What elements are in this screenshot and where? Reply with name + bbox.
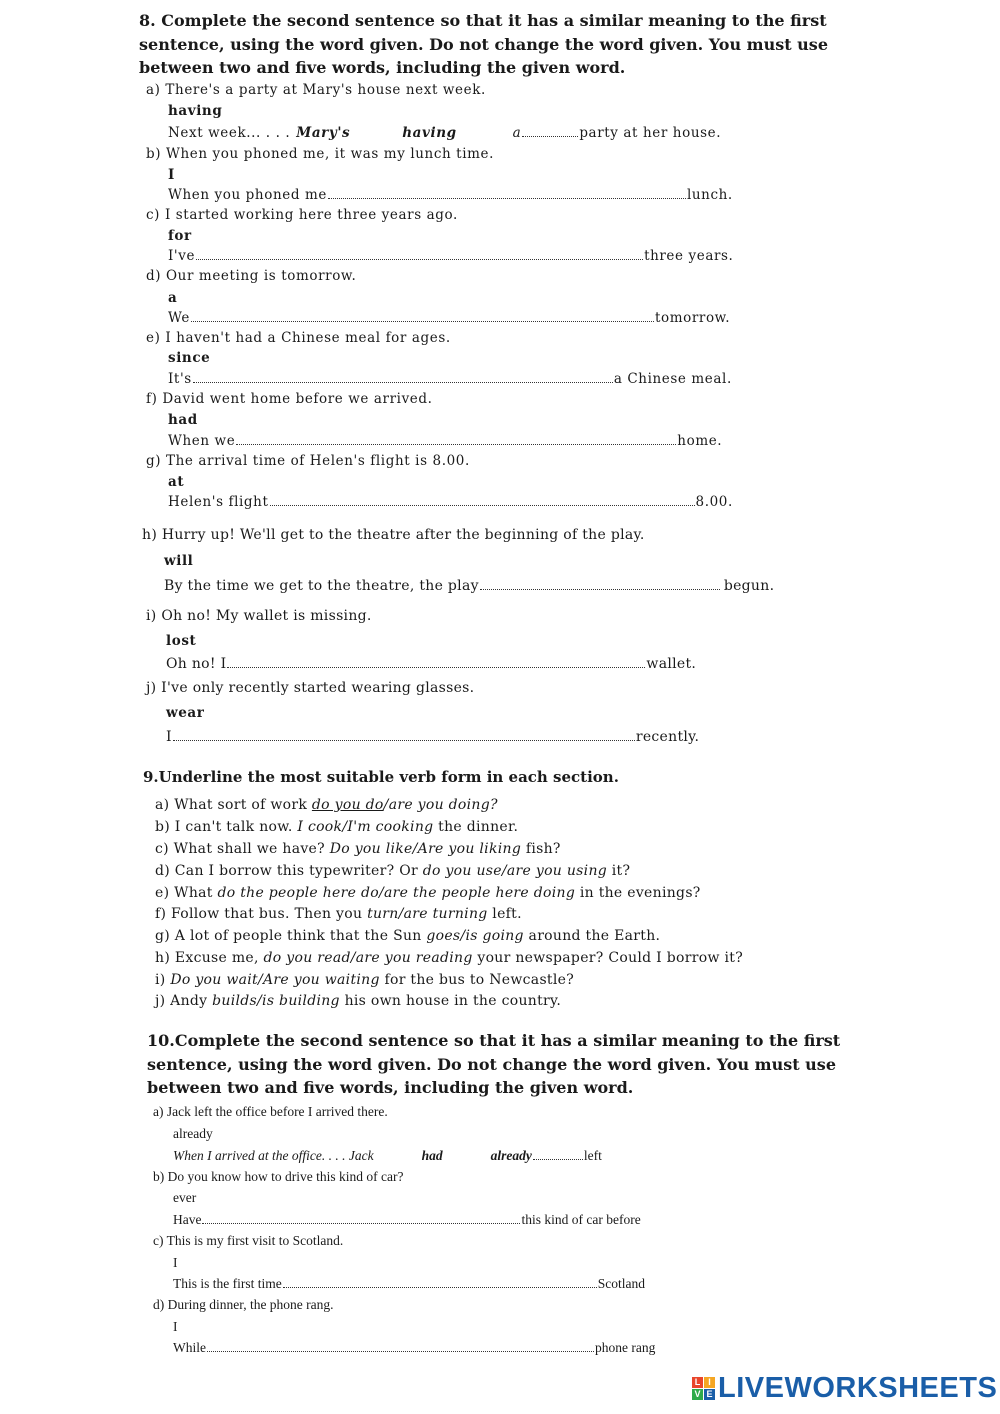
s9-d-option-2[interactable]: are you using bbox=[506, 863, 608, 879]
s10-item-c-sentence: c) This is my first visit to Scotland. bbox=[153, 1233, 344, 1248]
s10-a-filled-2: already bbox=[490, 1148, 532, 1163]
s8-item-c-keyword: for bbox=[168, 228, 192, 244]
s8-item-d-sentence: d) Our meeting is tomorrow. bbox=[146, 268, 357, 284]
s8-item-f-sentence: f) David went home before we arrived. bbox=[146, 391, 433, 407]
s8-item-e-sentence: e) I haven't had a Chinese meal for ages. bbox=[146, 330, 451, 346]
s10-item-a-answer-line: When I arrived at the office. . . . Jack had already left bbox=[173, 1148, 602, 1163]
s9-a-option-1[interactable]: do you do bbox=[311, 797, 384, 813]
s8-item-a-answer-line: Next week... . . . Mary's having a party at her house. bbox=[168, 125, 722, 141]
s8-item-i-answer-line: Oh no! I wallet. bbox=[166, 656, 697, 672]
s8-item-j-answer-line: I recently. bbox=[166, 729, 700, 745]
s8-item-d-answer-line: We tomorrow. bbox=[168, 310, 731, 326]
s9-item-f: f) Follow that bus. Then you turn/are turning left. bbox=[155, 906, 522, 922]
s8-item-b-answer-line: When you phoned me lunch. bbox=[168, 187, 733, 203]
s10-item-c-keyword: I bbox=[173, 1255, 178, 1270]
s10-item-d-sentence: d) During dinner, the phone rang. bbox=[153, 1297, 334, 1312]
s8-item-g-blank[interactable] bbox=[270, 504, 695, 506]
s8-item-b-sentence: b) When you phoned me, it was my lunch time. bbox=[146, 146, 495, 162]
s8-item-f-keyword: had bbox=[168, 412, 198, 428]
s9-i-option-1[interactable]: Do you wait bbox=[170, 972, 258, 988]
s10-item-a-keyword: already bbox=[173, 1126, 213, 1141]
s9-g-option-1[interactable]: goes bbox=[426, 928, 461, 944]
s8-item-d-blank[interactable] bbox=[191, 320, 654, 322]
s9-item-g: g) A lot of people think that the Sun goes/is going around the Earth. bbox=[155, 928, 661, 944]
s9-item-h: h) Excuse me, do you read/are you reading your newspaper? Could I borrow it? bbox=[155, 950, 744, 966]
s10-item-b-blank[interactable] bbox=[202, 1222, 520, 1224]
s9-i-option-2[interactable]: Are you waiting bbox=[263, 972, 380, 988]
s10-item-a-sentence: a) Jack left the office before I arrived there. bbox=[153, 1104, 388, 1119]
s10-item-a-blank[interactable] bbox=[533, 1158, 583, 1160]
s9-item-b: b) I can't talk now. I cook/I'm cooking the dinner. bbox=[155, 819, 519, 835]
s8-item-h-keyword: will bbox=[164, 553, 194, 569]
s8-item-j-sentence: j) I've only recently started wearing glasses. bbox=[146, 680, 475, 696]
s9-j-option-2[interactable]: is building bbox=[262, 993, 340, 1009]
s9-a-option-2[interactable]: are you doing? bbox=[388, 797, 498, 813]
s10-a-filled-1: had bbox=[421, 1148, 443, 1163]
s8-item-a-keyword: having bbox=[168, 103, 223, 119]
s8-item-g-answer-line: Helen's flight 8.00. bbox=[168, 494, 733, 510]
s8-item-j-blank[interactable] bbox=[173, 739, 635, 741]
s9-item-i: i) Do you wait/Are you waiting for the bus to Newcastle? bbox=[155, 972, 575, 988]
liveworksheets-mark-icon: L I V E bbox=[692, 1377, 715, 1400]
s8-item-i-sentence: i) Oh no! My wallet is missing. bbox=[146, 608, 372, 624]
s10-item-b-answer-line: Have this kind of car before bbox=[173, 1212, 641, 1227]
s9-item-d: d) Can I borrow this typewriter? Or do you use/are you using it? bbox=[155, 863, 631, 879]
s8-item-j-keyword: wear bbox=[166, 705, 205, 721]
s10-item-d-answer-line: While phone rang bbox=[173, 1340, 656, 1355]
s8-item-c-answer-line: I've three years. bbox=[168, 248, 734, 264]
s8-item-h-answer-line: By the time we get to the theatre, the play begun. bbox=[164, 578, 775, 594]
s10-item-d-blank[interactable] bbox=[207, 1350, 594, 1352]
section-10-heading: 10.Complete the second sentence so that it has a similar meaning to the first sentence, using the word given. Do not change the word given. You must use between two and five words, including the given word. bbox=[147, 1031, 841, 1097]
s8-item-f-blank[interactable] bbox=[236, 443, 676, 445]
s9-c-option-1[interactable]: Do you like bbox=[329, 841, 413, 857]
s9-e-option-1[interactable]: do the people here do bbox=[217, 885, 379, 901]
s8-item-d-keyword: a bbox=[168, 290, 178, 306]
s9-item-j: j) Andy builds/is building his own house in the country. bbox=[155, 993, 562, 1009]
s8-item-e-keyword: since bbox=[168, 350, 211, 366]
section-8-heading: 8. Complete the second sentence so that it has a similar meaning to the first sentence, using the word given. Do not change the word given. You must use between two and five words, including the given word. bbox=[139, 11, 828, 77]
section-9-heading: 9.Underline the most suitable verb form in each section. bbox=[143, 768, 619, 786]
s8-a-filled-3: a bbox=[512, 125, 522, 141]
s8-item-e-answer-line: It's a Chinese meal. bbox=[168, 371, 732, 387]
s9-b-option-1[interactable]: I cook bbox=[297, 819, 343, 835]
s10-item-c-answer-line: This is the first time Scotland bbox=[173, 1276, 645, 1291]
liveworksheets-logo[interactable] bbox=[692, 1372, 997, 1405]
s8-a-filled-2: having bbox=[402, 125, 457, 141]
s9-item-a: a) What sort of work do you do/are you doing? bbox=[155, 797, 498, 813]
s9-item-e: e) What do the people here do/are the people here doing in the evenings? bbox=[155, 885, 701, 901]
s8-item-h-sentence: h) Hurry up! We'll get to the theatre after the beginning of the play. bbox=[142, 527, 645, 543]
s8-item-a-sentence: a) There's a party at Mary's house next week. bbox=[146, 82, 486, 98]
s9-f-option-1[interactable]: turn bbox=[367, 906, 399, 922]
s8-item-b-blank[interactable] bbox=[328, 197, 686, 199]
s9-e-option-2[interactable]: are the people here doing bbox=[384, 885, 576, 901]
s8-a-filled-1: Mary's bbox=[296, 125, 351, 141]
s9-b-option-2[interactable]: I'm cooking bbox=[347, 819, 434, 835]
s10-item-b-keyword: ever bbox=[173, 1190, 197, 1205]
s10-item-c-blank[interactable] bbox=[283, 1286, 597, 1288]
s9-h-option-1[interactable]: do you read bbox=[263, 950, 351, 966]
liveworksheets-wordmark: LIVEWORKSHEETS bbox=[718, 1372, 998, 1404]
s9-f-option-2[interactable]: are turning bbox=[403, 906, 488, 922]
s8-item-c-sentence: c) I started working here three years ago. bbox=[146, 207, 458, 223]
s9-c-option-2[interactable]: Are you liking bbox=[417, 841, 522, 857]
s9-j-option-1[interactable]: builds bbox=[212, 993, 258, 1009]
s8-item-f-answer-line: When we home. bbox=[168, 433, 723, 449]
s8-item-i-blank[interactable] bbox=[227, 666, 645, 668]
s8-item-e-blank[interactable] bbox=[193, 381, 613, 383]
s10-item-d-keyword: I bbox=[173, 1319, 178, 1334]
s8-item-h-blank[interactable] bbox=[480, 588, 720, 590]
s8-item-a-blank[interactable] bbox=[522, 135, 578, 137]
s10-item-b-sentence: b) Do you know how to drive this kind of car? bbox=[153, 1169, 404, 1184]
s8-item-b-keyword: I bbox=[168, 167, 175, 183]
s8-item-i-keyword: lost bbox=[166, 633, 197, 649]
s8-item-c-blank[interactable] bbox=[196, 258, 643, 260]
s8-item-g-keyword: at bbox=[168, 474, 185, 490]
s9-item-c: c) What shall we have? Do you like/Are you liking fish? bbox=[155, 841, 561, 857]
s9-g-option-2[interactable]: is going bbox=[465, 928, 524, 944]
s9-h-option-2[interactable]: are you reading bbox=[355, 950, 473, 966]
s9-d-option-1[interactable]: do you use bbox=[422, 863, 502, 879]
s8-item-g-sentence: g) The arrival time of Helen's flight is 8.00. bbox=[146, 453, 470, 469]
